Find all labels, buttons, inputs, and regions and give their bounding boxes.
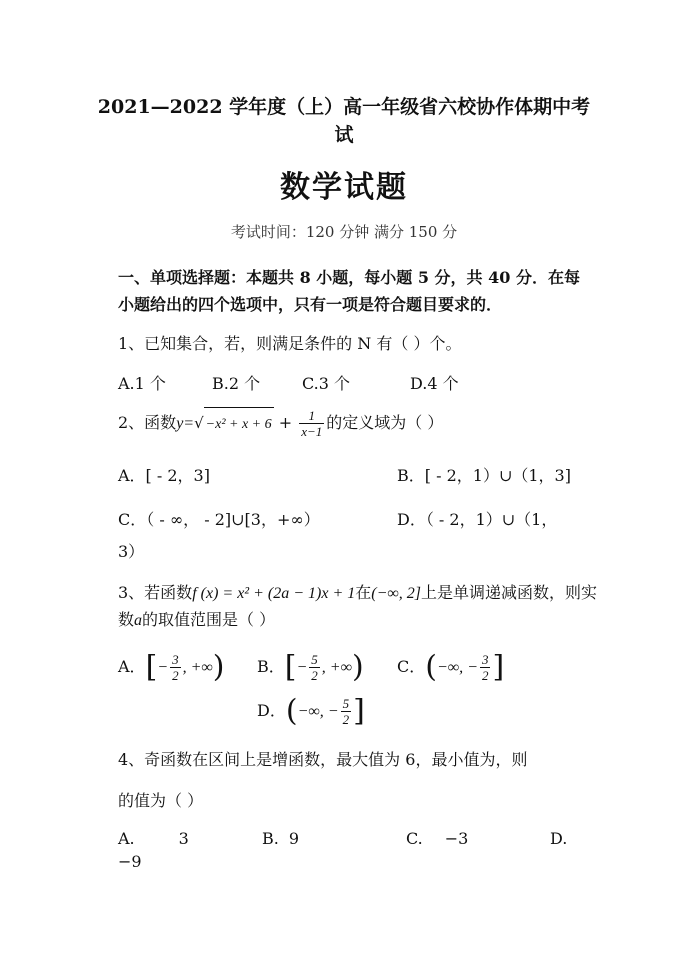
frac-den: 2	[481, 668, 489, 683]
option-label: B.	[262, 829, 279, 848]
sqrt-icon: √	[194, 414, 204, 432]
option-head: −∞, −	[436, 659, 478, 676]
question-2-option-a[interactable]: A．[ - 2，3]	[118, 466, 210, 485]
option-head: −∞, −	[297, 703, 339, 720]
frac-den: 2	[311, 668, 318, 683]
question-3-option-a[interactable]	[118, 650, 225, 685]
question-2-prefix: 2、函数	[118, 413, 177, 432]
question-2-option-d-cont: 3）	[118, 542, 145, 561]
question-2-option-d[interactable]: D．（ - 2，1）∪（1，	[397, 510, 558, 529]
bracket: ]	[492, 649, 505, 685]
question-4-option-b[interactable]	[262, 829, 299, 849]
question-3-function: f (x) = x² + (2a − 1)x + 1	[192, 585, 356, 602]
subject-title: 数学试题	[280, 170, 408, 205]
question-3-interval: (−∞, 2]	[371, 585, 422, 602]
bracket: ]	[353, 693, 365, 729]
question-3-line2-suffix: 的取值范围是（ ）	[142, 610, 276, 629]
question-4-option-d[interactable]	[550, 829, 567, 849]
frac-num: 5	[342, 696, 350, 711]
question-3-stem-line1	[118, 583, 597, 604]
option-label: D.	[550, 829, 568, 848]
bracket: (	[425, 649, 437, 685]
option-label: A.	[118, 829, 135, 848]
question-2-fraction	[299, 408, 324, 439]
option-label: D．	[257, 701, 286, 720]
frac-num: 3	[481, 652, 489, 667]
question-1-option-c[interactable]: C.3 个	[302, 374, 351, 393]
question-2-y: y=	[176, 415, 195, 432]
question-2-suffix: 的定义域为（ ）	[326, 413, 444, 432]
question-2-option-c[interactable]: C．（ - ∞， - 2]∪[3，+∞）	[118, 510, 320, 529]
frac-den: 2	[172, 668, 179, 683]
fraction	[170, 652, 181, 683]
option-tail: , +∞	[182, 659, 213, 676]
question-1-option-a[interactable]: A.1 个	[118, 374, 166, 393]
question-3-stem-line2	[118, 610, 275, 631]
option-label: C．	[397, 657, 426, 676]
option-value: −3	[444, 829, 469, 848]
question-1-option-b[interactable]: B.2 个	[212, 374, 261, 393]
exam-title-line2: 试	[334, 124, 354, 146]
question-2-stem	[118, 406, 443, 442]
option-value: 9	[288, 829, 300, 848]
section-heading-line2: 小题给出的四个选项中，只有一项是符合题目要求的．	[118, 295, 503, 314]
question-2-plus: +	[278, 413, 293, 432]
exam-title-line1: 2021—2022 学年度（上）高一年级省六校协作体期中考	[97, 96, 591, 118]
question-3-in: 在	[355, 583, 372, 602]
option-label: A．	[118, 657, 146, 676]
question-4-stem-line2: 的值为（ ）	[118, 791, 204, 810]
question-3-line2-prefix: 数	[118, 610, 135, 629]
minus-sign: −	[296, 659, 308, 676]
option-value: 3	[178, 829, 189, 848]
section-heading-line1: 一、单项选择题：本题共 8 小题，每小题 5 分，共 40 分．在每	[118, 268, 580, 287]
question-4-stem-line1: 4、奇函数在区间上是增函数，最大值为 6，最小值为，则	[118, 750, 528, 769]
question-1-stem: 1、已知集合，若，则满足条件的 N 有（ ）个。	[118, 334, 462, 353]
bracket: )	[351, 649, 364, 685]
frac-den: 2	[342, 712, 350, 727]
question-3-prefix: 3、若函数	[118, 583, 193, 602]
frac-num: 5	[311, 652, 318, 667]
fraction	[341, 696, 352, 727]
fraction	[309, 652, 320, 683]
question-2-frac-den: x−1	[301, 424, 323, 439]
minus-sign: −	[157, 659, 169, 676]
option-tail: , +∞	[321, 659, 352, 676]
question-3-option-c[interactable]	[397, 650, 504, 685]
exam-info: 考试时间：120 分钟 满分 150 分	[230, 223, 458, 241]
question-3-suffix: 上是单调递减函数，则实	[421, 583, 598, 602]
question-3-var-a: a	[134, 612, 143, 629]
option-label: C.	[406, 829, 423, 848]
question-2-radicand: −x² + x + 6	[204, 407, 274, 442]
bracket: [	[145, 649, 158, 685]
question-2-frac-num: 1	[299, 408, 324, 424]
bracket: [	[284, 649, 297, 685]
question-4-option-a[interactable]	[118, 829, 189, 849]
question-3-option-b[interactable]	[257, 650, 364, 685]
fraction	[480, 652, 491, 683]
question-4-option-c[interactable]	[406, 829, 468, 849]
bracket: (	[285, 693, 298, 729]
option-label: B．	[257, 657, 285, 676]
bracket: )	[212, 649, 225, 685]
question-1-option-d[interactable]: D.4 个	[410, 374, 459, 393]
frac-num: 3	[172, 652, 179, 667]
question-3-option-d[interactable]	[257, 694, 365, 729]
question-2-option-b[interactable]: B．[ - 2，1）∪（1，3]	[397, 466, 571, 485]
question-4-option-d-value: −9	[118, 852, 142, 871]
